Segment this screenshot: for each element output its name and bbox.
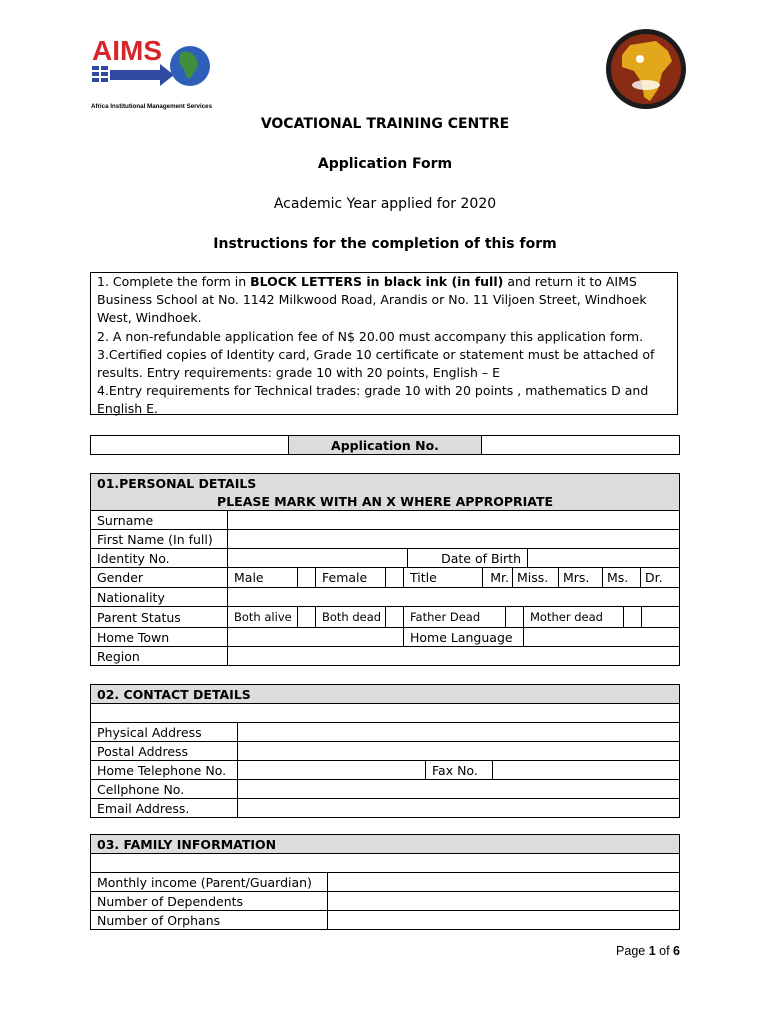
centre-title: VOCATIONAL TRAINING CENTRE xyxy=(260,116,510,132)
instruction-4: 4.Entry requirements for Technical trades: grade 10 with 20 points , mathematics D and English E. xyxy=(97,383,649,417)
contact-blank-row xyxy=(91,704,680,723)
title-option-miss[interactable]: Miss. xyxy=(513,568,559,588)
gender-label: Gender xyxy=(91,568,228,588)
title-option-mr[interactable]: Mr. xyxy=(483,568,513,588)
gender-title-table xyxy=(90,567,680,607)
parent-status-blank xyxy=(642,607,680,628)
physical-address-label: Physical Address xyxy=(91,723,238,742)
first-name-label: First Name (In full) xyxy=(91,530,228,549)
page-number: Page 1 of 6 xyxy=(616,944,680,958)
physical-address-input[interactable] xyxy=(238,723,680,742)
region-label: Region xyxy=(91,647,228,666)
instruction-1: 1. Complete the form in BLOCK LETTERS in black ink (in full) and return it to AIMS Business School at No. 1142 Milkwood Road, Arandis or No. 11 Viljoen Street, Windhoek West, Windhoek. xyxy=(97,274,647,326)
africa-logo xyxy=(600,27,692,111)
identity-input[interactable] xyxy=(228,549,408,568)
monthly-income-label: Monthly income (Parent/Guardian) xyxy=(91,873,328,892)
female-label: Female xyxy=(316,568,386,588)
contact-details-heading: 02. CONTACT DETAILS xyxy=(91,685,680,704)
home-language-input[interactable] xyxy=(524,628,680,647)
instructions-box xyxy=(90,272,678,415)
academic-year: Academic Year applied for 2020 xyxy=(273,196,497,212)
family-info-table xyxy=(90,834,680,930)
contact-details-table xyxy=(90,684,680,818)
mother-dead-checkbox[interactable] xyxy=(624,607,642,628)
father-dead-checkbox[interactable] xyxy=(506,607,524,628)
identity-label: Identity No. xyxy=(91,549,228,568)
cellphone-input[interactable] xyxy=(238,780,680,799)
surname-input[interactable] xyxy=(228,511,680,530)
both-alive-checkbox[interactable] xyxy=(298,607,316,628)
personal-details-table xyxy=(90,473,680,568)
email-label: Email Address. xyxy=(91,799,238,818)
mother-dead-label: Mother dead xyxy=(524,607,624,628)
nationality-input[interactable] xyxy=(228,588,680,607)
male-checkbox[interactable] xyxy=(298,568,316,588)
title-option-ms[interactable]: Ms. xyxy=(603,568,641,588)
aims-logo-caption: Africa Institutional Management Services xyxy=(91,103,213,110)
home-telephone-label: Home Telephone No. xyxy=(91,761,238,780)
father-dead-label: Father Dead xyxy=(404,607,506,628)
fax-label: Fax No. xyxy=(426,761,493,780)
family-blank-row xyxy=(91,854,680,873)
mark-note: PLEASE MARK WITH AN X WHERE APPROPRIATE xyxy=(91,492,680,511)
first-name-input[interactable] xyxy=(228,530,680,549)
home-telephone-input[interactable] xyxy=(238,761,426,780)
cellphone-label: Cellphone No. xyxy=(91,780,238,799)
instruction-2: 2. A non-refundable application fee of N$ 20.00 must accompany this application form. xyxy=(97,328,644,344)
family-info-heading: 03. FAMILY INFORMATION xyxy=(91,835,680,854)
both-alive-label: Both alive xyxy=(228,607,298,628)
title-label: Title xyxy=(404,568,483,588)
application-no-input[interactable] xyxy=(482,436,680,455)
nationality-label: Nationality xyxy=(91,588,228,607)
home-town-input[interactable] xyxy=(228,628,404,647)
home-language-label: Home Language xyxy=(404,628,524,647)
fax-input[interactable] xyxy=(493,761,680,780)
orphans-label: Number of Orphans xyxy=(91,911,328,930)
both-dead-checkbox[interactable] xyxy=(386,607,404,628)
surname-label: Surname xyxy=(91,511,228,530)
female-checkbox[interactable] xyxy=(386,568,404,588)
application-no-blank-left xyxy=(91,436,289,455)
dob-label: Date of Birth xyxy=(408,549,528,568)
both-dead-label: Both dead xyxy=(316,607,386,628)
application-no-table xyxy=(90,435,680,455)
title-option-mrs[interactable]: Mrs. xyxy=(559,568,603,588)
monthly-income-input[interactable] xyxy=(328,873,680,892)
home-town-label: Home Town xyxy=(91,628,228,647)
aims-logo xyxy=(90,32,215,112)
email-input[interactable] xyxy=(238,799,680,818)
title-option-dr[interactable]: Dr. xyxy=(641,568,680,588)
dob-input[interactable] xyxy=(528,549,680,568)
parent-status-table xyxy=(90,606,680,666)
postal-address-label: Postal Address xyxy=(91,742,238,761)
instructions-heading: Instructions for the completion of this form xyxy=(213,236,557,252)
personal-details-heading: 01.PERSONAL DETAILS xyxy=(91,474,680,493)
orphans-input[interactable] xyxy=(328,911,680,930)
male-label: Male xyxy=(228,568,298,588)
postal-address-input[interactable] xyxy=(238,742,680,761)
parent-status-label: Parent Status xyxy=(91,607,228,628)
region-input[interactable] xyxy=(228,647,680,666)
application-no-label: Application No. xyxy=(289,436,482,455)
form-title: Application Form xyxy=(317,156,453,172)
dependents-input[interactable] xyxy=(328,892,680,911)
dependents-label: Number of Dependents xyxy=(91,892,328,911)
aims-logo-text: AIMS xyxy=(92,35,162,66)
instruction-3: 3.Certified copies of Identity card, Grade 10 certificate or statement must be attached of results. Entry requirements: grade 10 with 20 points, English – E xyxy=(97,346,655,381)
